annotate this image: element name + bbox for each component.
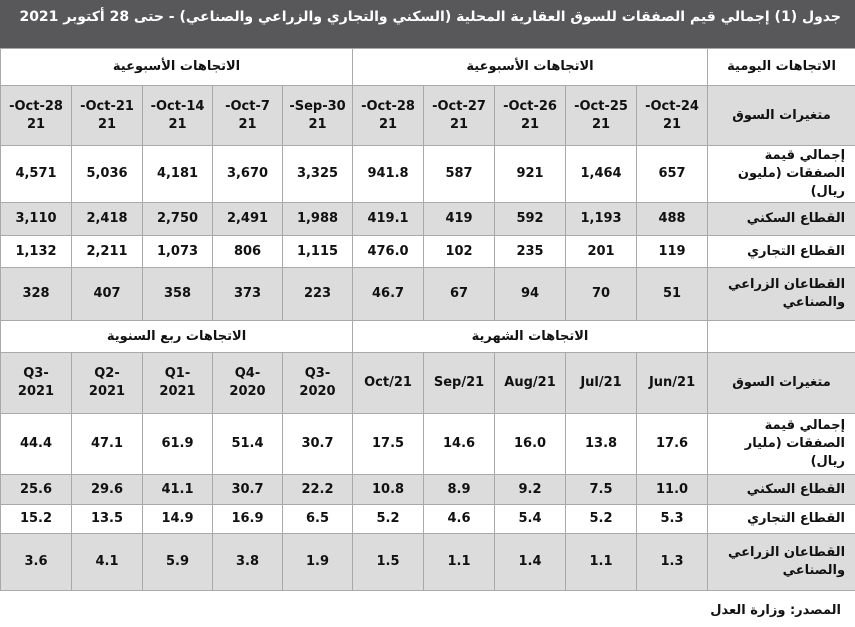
value-cell: 15.2	[1, 505, 72, 534]
value-cell: 30.7	[213, 475, 283, 505]
value-cell: 1.3	[637, 534, 708, 591]
value-cell: 4,571	[1, 146, 72, 203]
value-cell: 2,418	[72, 203, 143, 236]
value-cell: 47.1	[72, 414, 143, 475]
corner-header: متغيرات السوق	[708, 353, 855, 414]
value-cell: 488	[637, 203, 708, 236]
table-title: جدول (1) إجمالي قيم الصفقات للسوق العقارية المحلية (السكني والتجاري والزراعي والصناعي) - حتى 28 أكتوبر 2021	[0, 0, 855, 48]
market-table	[0, 48, 855, 591]
column-header: -Q3 2020	[283, 353, 353, 414]
table-row	[1, 475, 855, 505]
value-cell: 1,115	[283, 236, 353, 268]
value-cell: 11.0	[637, 475, 708, 505]
value-cell: 8.9	[424, 475, 495, 505]
value-cell: 44.4	[1, 414, 72, 475]
value-cell: 3,110	[1, 203, 72, 236]
table-row	[1, 203, 855, 236]
value-cell: 407	[72, 268, 143, 321]
value-cell: 5.2	[353, 505, 424, 534]
value-cell: 1,132	[1, 236, 72, 268]
value-cell: 94	[495, 268, 566, 321]
value-cell: 4,181	[143, 146, 213, 203]
value-cell: 1.4	[495, 534, 566, 591]
table-row	[1, 146, 855, 203]
value-cell: 587	[424, 146, 495, 203]
value-cell: 61.9	[143, 414, 213, 475]
row-label: القطاعان الزراعي والصناعي	[708, 534, 855, 591]
value-cell: 1.9	[283, 534, 353, 591]
value-cell: 419.1	[353, 203, 424, 236]
row-label: القطاع التجاري	[708, 505, 855, 534]
value-cell: 6.5	[283, 505, 353, 534]
value-cell: 941.8	[353, 146, 424, 203]
column-header: 24-Oct- 21	[637, 86, 708, 146]
value-cell: 41.1	[143, 475, 213, 505]
value-cell: 921	[495, 146, 566, 203]
column-header: 14-Oct- 21	[143, 86, 213, 146]
value-cell: 29.6	[72, 475, 143, 505]
value-cell: 5,036	[72, 146, 143, 203]
value-cell: 25.6	[1, 475, 72, 505]
value-cell: 373	[213, 268, 283, 321]
value-cell: 10.8	[353, 475, 424, 505]
group-header: الاتجاهات اليومية	[708, 49, 855, 86]
value-cell: 1.5	[353, 534, 424, 591]
value-cell: 2,491	[213, 203, 283, 236]
value-cell: 1,073	[143, 236, 213, 268]
value-cell: 30.7	[283, 414, 353, 475]
value-cell: 5.3	[637, 505, 708, 534]
group-header: الاتجاهات الأسبوعية	[353, 49, 708, 86]
value-cell: 4.1	[72, 534, 143, 591]
value-cell: 592	[495, 203, 566, 236]
value-cell: 1.1	[424, 534, 495, 591]
value-cell: 13.5	[72, 505, 143, 534]
value-cell: 70	[566, 268, 637, 321]
value-cell: 419	[424, 203, 495, 236]
source-note: المصدر: وزارة العدل	[710, 603, 841, 618]
table-row	[1, 534, 855, 591]
value-cell: 1.1	[566, 534, 637, 591]
value-cell: 13.8	[566, 414, 637, 475]
value-cell: 5.9	[143, 534, 213, 591]
value-cell: 201	[566, 236, 637, 268]
value-cell: 2,750	[143, 203, 213, 236]
column-header: 30-Sep- 21	[283, 86, 353, 146]
value-cell: 46.7	[353, 268, 424, 321]
column-header: 27-Oct- 21	[424, 86, 495, 146]
row-label: إجمالي قيمة الصفقات (مليار ريال)	[708, 414, 855, 475]
value-cell: 657	[637, 146, 708, 203]
group-header-row	[1, 321, 855, 353]
value-cell: 16.0	[495, 414, 566, 475]
table-body	[1, 49, 855, 591]
group-header: الاتجاهات الأسبوعية	[1, 49, 353, 86]
value-cell: 14.9	[143, 505, 213, 534]
group-header	[708, 321, 855, 353]
column-header: Jun/21	[637, 353, 708, 414]
row-label: القطاع السكني	[708, 475, 855, 505]
column-header: Oct/21	[353, 353, 424, 414]
value-cell: 14.6	[424, 414, 495, 475]
value-cell: 17.5	[353, 414, 424, 475]
value-cell: 3,325	[283, 146, 353, 203]
column-header: -Q2 2021	[72, 353, 143, 414]
value-cell: 358	[143, 268, 213, 321]
value-cell: 1,193	[566, 203, 637, 236]
column-header: Jul/21	[566, 353, 637, 414]
value-cell: 7.5	[566, 475, 637, 505]
value-cell: 2,211	[72, 236, 143, 268]
table-row	[1, 236, 855, 268]
column-header-row	[1, 353, 855, 414]
value-cell: 9.2	[495, 475, 566, 505]
value-cell: 806	[213, 236, 283, 268]
row-label: القطاع السكني	[708, 203, 855, 236]
column-header: 25-Oct- 21	[566, 86, 637, 146]
value-cell: 3.8	[213, 534, 283, 591]
value-cell: 476.0	[353, 236, 424, 268]
value-cell: 17.6	[637, 414, 708, 475]
value-cell: 5.4	[495, 505, 566, 534]
table-row	[1, 268, 855, 321]
value-cell: 67	[424, 268, 495, 321]
row-label: القطاع التجاري	[708, 236, 855, 268]
column-header: -Q1 2021	[143, 353, 213, 414]
column-header-row	[1, 86, 855, 146]
row-label: القطاعان الزراعي والصناعي	[708, 268, 855, 321]
value-cell: 22.2	[283, 475, 353, 505]
column-header: -Q3 2021	[1, 353, 72, 414]
table-row	[1, 505, 855, 534]
value-cell: 51.4	[213, 414, 283, 475]
column-header: Aug/21	[495, 353, 566, 414]
value-cell: 119	[637, 236, 708, 268]
column-header: 28-Oct- 21	[1, 86, 72, 146]
value-cell: 223	[283, 268, 353, 321]
value-cell: 328	[1, 268, 72, 321]
value-cell: 4.6	[424, 505, 495, 534]
value-cell: 16.9	[213, 505, 283, 534]
group-header-row	[1, 49, 855, 86]
column-header: 7-Oct- 21	[213, 86, 283, 146]
value-cell: 5.2	[566, 505, 637, 534]
value-cell: 235	[495, 236, 566, 268]
column-header: -Q4 2020	[213, 353, 283, 414]
table-row	[1, 414, 855, 475]
column-header: 21-Oct- 21	[72, 86, 143, 146]
row-label: إجمالي قيمة الصفقات (مليون ريال)	[708, 146, 855, 203]
group-header: الاتجاهات الشهرية	[353, 321, 708, 353]
group-header: الاتجاهات ربع السنوية	[1, 321, 353, 353]
value-cell: 1,988	[283, 203, 353, 236]
value-cell: 51	[637, 268, 708, 321]
value-cell: 1,464	[566, 146, 637, 203]
corner-header: متغيرات السوق	[708, 86, 855, 146]
column-header: Sep/21	[424, 353, 495, 414]
column-header: 28-Oct- 21	[353, 86, 424, 146]
column-header: 26-Oct- 21	[495, 86, 566, 146]
value-cell: 102	[424, 236, 495, 268]
value-cell: 3,670	[213, 146, 283, 203]
value-cell: 3.6	[1, 534, 72, 591]
